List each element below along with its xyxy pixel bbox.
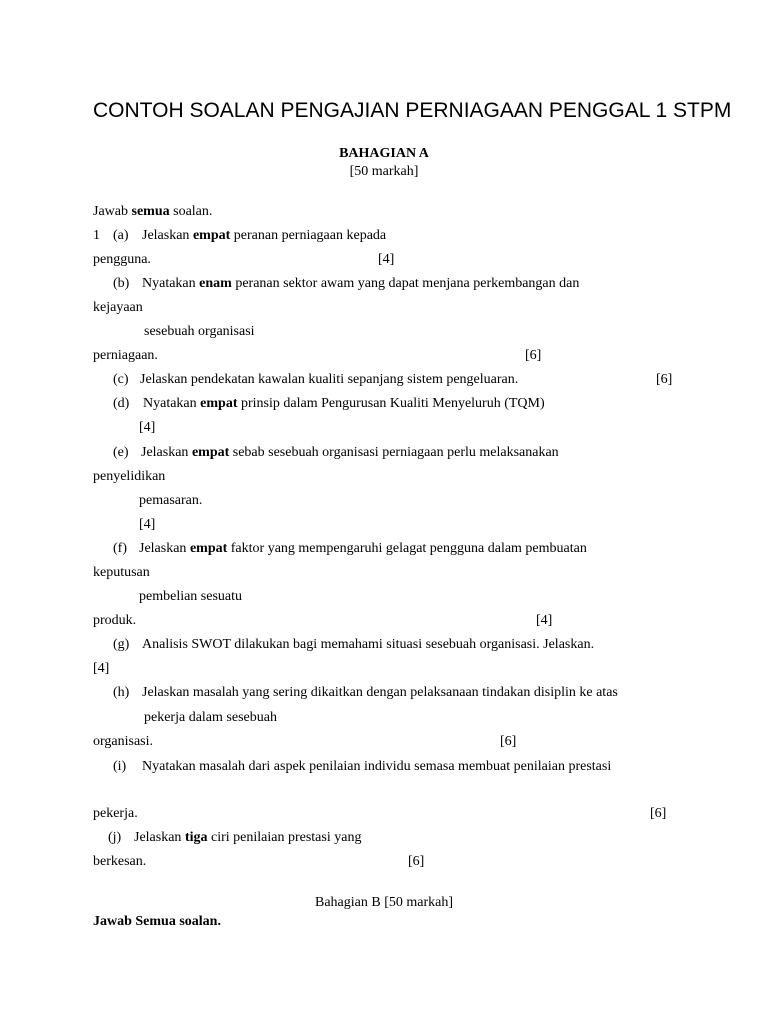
section-a-marks: [50 markah] <box>349 164 419 179</box>
q1d-mark: [4] <box>139 420 156 435</box>
section-a-heading: BAHAGIAN A <box>339 146 429 161</box>
q1j-text: Jelaskan tiga ciri penilaian prestasi yang <box>134 830 362 845</box>
q1a-text: Jelaskan empat peranan perniagaan kepada <box>142 228 387 243</box>
q1e-label: (e) <box>113 445 129 460</box>
q1j-label: (j) <box>108 830 122 845</box>
q1a-mark: [4] <box>378 252 395 267</box>
q1a-label: (a) <box>113 228 129 243</box>
q1d-label: (d) <box>113 396 130 411</box>
q1h-label: (h) <box>113 685 130 700</box>
q1h-mark: [6] <box>500 734 517 749</box>
q1f-label: (f) <box>113 541 127 556</box>
q1e-text-line2: penyelidikan <box>93 469 166 484</box>
q1g-mark: [4] <box>93 661 110 676</box>
q1a-text-line2: pengguna. <box>93 252 151 267</box>
section-b-instruction: Jawab Semua soalan. <box>93 914 221 929</box>
q1i-mark: [6] <box>650 806 667 821</box>
instruction-text: Jawab semua soalan. <box>93 204 213 219</box>
q1f-text-line2: keputusan <box>93 565 150 580</box>
q1b-label: (b) <box>113 276 130 291</box>
q1i-label: (i) <box>113 759 127 774</box>
q1b-text-line3: sesebuah organisasi <box>144 324 255 339</box>
q1e-mark: [4] <box>139 517 156 532</box>
q1f-text: Jelaskan empat faktor yang mempengaruhi gelagat pengguna dalam pembuatan <box>139 541 587 556</box>
q1j-mark: [6] <box>408 854 425 869</box>
q1h-text-line2: pekerja dalam sesebuah <box>144 710 277 725</box>
q1b-mark: [6] <box>525 348 542 363</box>
q1f-mark: [4] <box>536 613 553 628</box>
q1e-text: Jelaskan empat sebab sesebuah organisasi perniagaan perlu melaksanakan <box>141 445 559 460</box>
q1g-text: Analisis SWOT dilakukan bagi memahami situasi sesebuah organisasi. Jelaskan. <box>142 637 595 652</box>
q1h-text: Jelaskan masalah yang sering dikaitkan dengan pelaksanaan tindakan disiplin ke atas <box>142 685 618 700</box>
q1b-text-line4: perniagaan. <box>93 348 158 363</box>
q1d-text: Nyatakan empat prinsip dalam Pengurusan Kualiti Menyeluruh (TQM) <box>143 396 545 411</box>
q1f-text-line3: pembelian sesuatu <box>139 589 243 604</box>
q1i-text: Nyatakan masalah dari aspek penilaian individu semasa membuat penilaian prestasi <box>142 759 612 774</box>
q1h-text-line3: organisasi. <box>93 734 154 749</box>
q1b-text: Nyatakan enam peranan sektor awam yang dapat menjana perkembangan dan <box>142 276 580 291</box>
section-b-heading: Bahagian B [50 markah] <box>314 895 453 910</box>
q1i-text-line2: pekerja. <box>93 806 138 821</box>
q1f-text-line4: produk. <box>93 613 137 628</box>
q1c-text: Jelaskan pendekatan kawalan kualiti sepanjang sistem pengeluaran. <box>140 372 519 387</box>
document-title: CONTOH SOALAN PENGAJIAN PERNIAGAAN PENGGAL 1 STPM <box>93 99 732 122</box>
q1j-text-line2: berkesan. <box>93 854 147 869</box>
question-number: 1 <box>93 228 100 243</box>
q1e-text-line3: pemasaran. <box>139 493 203 508</box>
q1g-label: (g) <box>113 637 130 652</box>
q1c-label: (c) <box>113 372 129 387</box>
q1b-text-line2: kejayaan <box>93 300 143 315</box>
q1c-mark: [6] <box>656 372 673 387</box>
